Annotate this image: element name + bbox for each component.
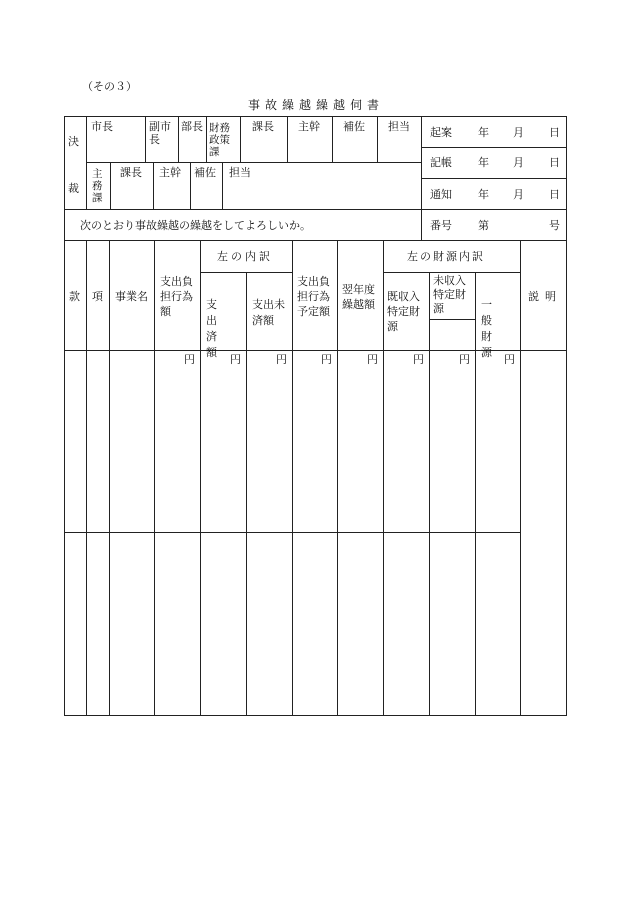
header-explanation: 説明 xyxy=(528,290,562,303)
approver2-chief-officer: 主幹 xyxy=(159,166,181,179)
approver-finance-policy: 財務政策課 xyxy=(209,122,230,158)
date-recorded-label: 記帳 xyxy=(430,156,452,169)
approver2-staff: 担当 xyxy=(229,166,251,179)
header-unpaid: 支出未済額 xyxy=(252,298,285,327)
header-carryover: 翌年度繰越額 xyxy=(342,283,375,311)
date-notified-day: 日 xyxy=(549,188,560,201)
approver2-section-chief: 課長 xyxy=(120,166,142,179)
header-paid: 支出済額 xyxy=(206,298,225,359)
approver-assistant: 補佐 xyxy=(343,120,365,133)
date-drafted-label: 起案 xyxy=(430,126,452,139)
header-unreceived-specific: 未収入特定財源 xyxy=(433,274,466,315)
header-kan: 款 xyxy=(69,290,80,303)
date-drafted-month: 月 xyxy=(513,126,524,139)
approver-mayor: 市長 xyxy=(91,120,113,133)
date-drafted-day: 日 xyxy=(549,126,560,139)
header-general: 一般財源 xyxy=(481,298,500,359)
approver-staff: 担当 xyxy=(388,120,410,133)
number-prefix: 第 xyxy=(478,219,489,232)
kessai-char-2: 裁 xyxy=(68,182,79,195)
date-recorded-month: 月 xyxy=(513,156,524,169)
unit-unreceived: 円 xyxy=(459,353,470,366)
date-recorded-year: 年 xyxy=(478,156,489,169)
number-suffix: 号 xyxy=(549,219,560,232)
approver-vice-mayor: 副市長 xyxy=(149,120,171,146)
kessai-char-1: 決 xyxy=(68,135,79,148)
approver-section-chief: 課長 xyxy=(252,120,274,133)
approver-lead-div: 主務課 xyxy=(92,168,103,204)
unit-received: 円 xyxy=(413,353,424,366)
date-notified-month: 月 xyxy=(513,188,524,201)
section-label: （その３） xyxy=(82,80,137,93)
approver-chief-officer: 主幹 xyxy=(298,120,320,133)
unit-carryover: 円 xyxy=(367,353,378,366)
page-title: 事故繰越繰越伺書 xyxy=(248,98,385,112)
unit-general: 円 xyxy=(504,353,515,366)
header-kou: 項 xyxy=(92,290,103,303)
date-recorded-day: 日 xyxy=(549,156,560,169)
unit-unpaid: 円 xyxy=(276,353,287,366)
request-text: 次のとおり事故繰越の繰越をしてよろしいか。 xyxy=(80,219,311,232)
date-notified-label: 通知 xyxy=(430,188,452,201)
header-obligation: 支出負担行為額 xyxy=(160,275,193,318)
approver2-assistant: 補佐 xyxy=(194,166,216,179)
header-project: 事業名 xyxy=(115,290,148,303)
header-breakdown-group: 左の内訳 xyxy=(217,250,273,263)
unit-paid: 円 xyxy=(230,353,241,366)
header-received-specific: 既収入特定財源 xyxy=(387,290,420,333)
approver-director: 部長 xyxy=(181,120,203,133)
unit-obligation: 円 xyxy=(184,353,195,366)
date-notified-year: 年 xyxy=(478,188,489,201)
header-funding-group: 左の財源内訳 xyxy=(407,250,485,263)
unit-planned: 円 xyxy=(321,353,332,366)
number-label: 番号 xyxy=(430,219,452,232)
header-planned: 支出負担行為予定額 xyxy=(297,275,330,318)
date-drafted-year: 年 xyxy=(478,126,489,139)
